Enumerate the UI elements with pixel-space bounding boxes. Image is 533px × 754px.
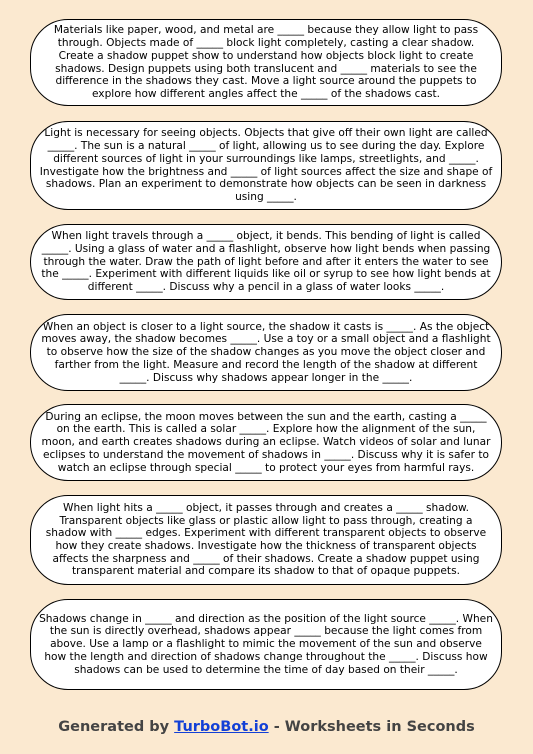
worksheet-card-4	[30, 314, 502, 391]
card-text: Shadows change in _____ and direction as the position of the light source _____. When the sun is directly overhead, shadows appear _____ because the light comes from above. Use a lamp or a flashlight to mimic the movement of the sun and observe how the length and direction of shadows change throughout the _____. Discuss how shadows can be used to determine the time of day based on their _____.	[39, 612, 493, 676]
card-text: During an eclipse, the moon moves between the sun and the earth, casting a _____ on the earth. This is called a solar _____. Explore how the alignment of the sun, moon, and earth creates shadows during an eclipse. Watch videos of solar and lunar eclipses to understand the movement of shadows in _____. Discuss why it is safer to watch an eclipse through special _____ to protect your eyes from harmful rays.	[41, 410, 491, 474]
card-text: Light is necessary for seeing objects. Objects that give off their own light are called _____. The sun is a natural _____ of light, allowing us to see during the day. Explore different sources of light in your surroundings like lamps, streetlights, and _____. Investigate how the brightness and _____ of light sources affect the size and shape of shadows. Plan an experiment to demonstrate how objects can be seen in darkness using _____.	[39, 127, 493, 203]
footer-link[interactable]: TurboBot.io	[174, 719, 269, 735]
worksheet-card-1	[30, 19, 502, 106]
card-text: When an object is closer to a light source, the shadow it casts is _____. As the object moves away, the shadow becomes _____. Use a toy or a small object and a flashlight to observe how the size of the shadow changes as you move the object closer and farther from the light. Measure and record the length of the shadow at different _____. Discuss why shadows appear longer in the _____.	[41, 320, 491, 384]
card-text: When light hits a _____ object, it passes through and creates a _____ shadow. Transparent objects like glass or plastic allow light to pass through, creating a shadow with _____ edges. Experiment with different transparent objects to observe how they create shadows. Investigate how the thickness of transparent objects affects the sharpness and _____ of their shadows. Create a shadow puppet using transparent material and compare its shadow to that of opaque puppets.	[45, 501, 487, 578]
footer-prefix: Generated by	[58, 719, 175, 735]
card-text: Materials like paper, wood, and metal are _____ because they allow light to pass through. Objects made of _____ block light completely, casting a clear shadow. Create a shadow puppet show to understand how objects block light to create shadows. Design puppets using both translucent and _____ materials to see the difference in the shadows they cast. Move a light source around the puppets to explore how different angles affect the _____ of the shadows cast.	[53, 24, 479, 100]
card-text: When light travels through a _____ object, it bends. This bending of light is called _____. Using a glass of water and a flashlight, observe how light bends when passing through the water. Draw the path of light before and after it enters the water to see the _____. Experiment with different liquids like oil or syrup to see how light bends at different _____. Discuss why a pencil in a glass of water looks _____.	[41, 230, 491, 294]
footer-suffix: - Worksheets in Seconds	[268, 719, 475, 735]
worksheet-card-2	[30, 121, 502, 210]
worksheet-card-5	[30, 404, 502, 481]
worksheet-card-3	[30, 224, 502, 300]
worksheet-card-6	[30, 495, 502, 585]
worksheet-card-7	[30, 599, 502, 690]
footer	[0, 719, 533, 735]
